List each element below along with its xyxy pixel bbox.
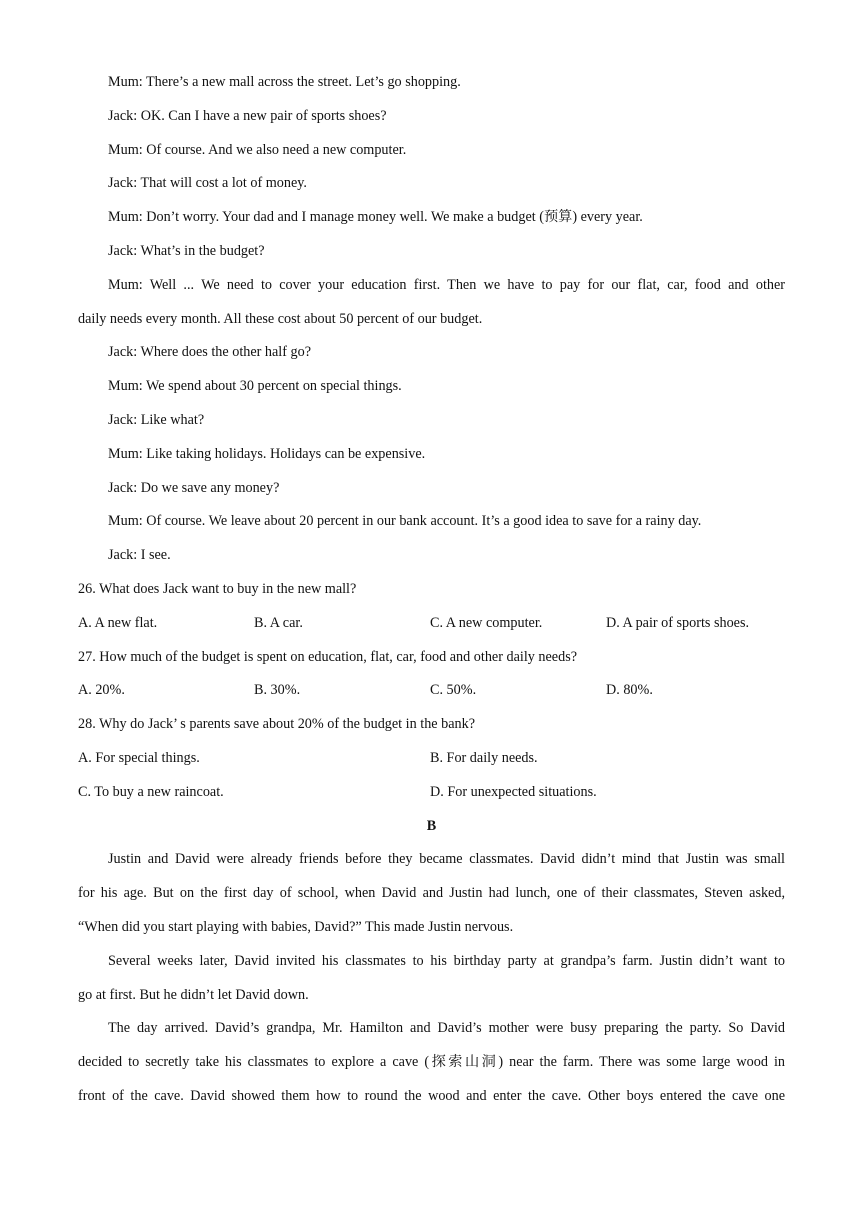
passage-line: The day arrived. David’s grandpa, Mr. Hamilton and David’s mother were busy preparing the party. So David (108, 1020, 785, 1037)
question-stem: 26. What does Jack want to buy in the new mall? (78, 580, 357, 597)
question-27 (78, 641, 785, 709)
document-page (78, 66, 785, 1114)
option-d: D. 80%. (606, 682, 653, 699)
option-a: A. A new flat. (78, 614, 158, 631)
dialogue-line: Mum: There’s a new mall across the street. Let’s go shopping. (108, 74, 461, 90)
dialogue-line: Jack: Like what? (108, 411, 205, 428)
section-heading: B (426, 817, 437, 834)
dialogue (78, 66, 785, 573)
option-row (78, 674, 785, 708)
option-d: D. A pair of sports shoes. (606, 614, 750, 631)
passage-line: “When did you start playing with babies, David?” This made Justin nervous. (78, 918, 514, 935)
passage-line: Several weeks later, David invited his classmates to his birthday party at grandpa’s farm. Justin didn’t want to (108, 952, 785, 969)
option-b: B. 30%. (254, 682, 301, 699)
dialogue-line: Jack: That will cost a lot of money. (108, 175, 307, 192)
option-c: C. To buy a new raincoat. (78, 783, 224, 800)
option-row (78, 742, 785, 776)
option-b: B. For daily needs. (430, 749, 538, 766)
passage-line: front of the cave. David showed them how to round the wood and enter the cave. Other boys entered the cave one (78, 1087, 785, 1104)
option-c: C. 50%. (430, 682, 477, 699)
option-row (78, 776, 785, 810)
question-28 (78, 708, 785, 809)
dialogue-line: Mum: Well ... We need to cover your education first. Then we have to pay for our flat, car, food and other (108, 276, 785, 293)
option-d: D. For unexpected situations. (430, 783, 597, 800)
dialogue-line: Jack: I see. (108, 547, 171, 564)
section-b (78, 810, 785, 1114)
option-a: A. For special things. (78, 749, 200, 766)
option-b: B. A car. (254, 614, 303, 631)
passage-line: go at first. But he didn’t let David down. (78, 986, 309, 1003)
option-row (78, 607, 785, 641)
dialogue-line: Mum: We spend about 30 percent on special things. (108, 378, 402, 395)
dialogue-line: Jack: OK. Can I have a new pair of sports shoes? (108, 107, 387, 124)
dialogue-line: Mum: Of course. And we also need a new computer. (108, 141, 407, 158)
option-a: A. 20%. (78, 682, 125, 699)
passage-line: for his age. But on the first day of school, when David and Justin had lunch, one of their classmates, Steven asked, (78, 885, 785, 902)
dialogue-line: Mum: Don’t worry. Your dad and I manage money well. We make a budget (预算) every year. (108, 209, 643, 226)
option-c: C. A new computer. (430, 614, 543, 631)
question-stem: 28. Why do Jack’ s parents save about 20% of the budget in the bank? (78, 716, 476, 733)
passage-line: Justin and David were already friends before they became classmates. David didn’t mind that Justin was small (108, 851, 785, 868)
dialogue-line: Mum: Of course. We leave about 20 percent in our bank account. It’s a good idea to save for a rainy day. (108, 513, 702, 530)
dialogue-line: daily needs every month. All these cost about 50 percent of our budget. (78, 310, 483, 327)
dialogue-line: Mum: Like taking holidays. Holidays can be expensive. (108, 445, 426, 462)
dialogue-line: Jack: What’s in the budget? (108, 242, 265, 259)
question-stem: 27. How much of the budget is spent on education, flat, car, food and other daily needs? (78, 648, 578, 665)
passage-line: decided to secretly take his classmates to explore a cave (探索山洞) near the farm. There was some large wood in (78, 1054, 785, 1071)
question-26 (78, 573, 785, 641)
dialogue-line: Jack: Where does the other half go? (108, 344, 312, 361)
dialogue-line: Jack: Do we save any money? (108, 479, 280, 496)
